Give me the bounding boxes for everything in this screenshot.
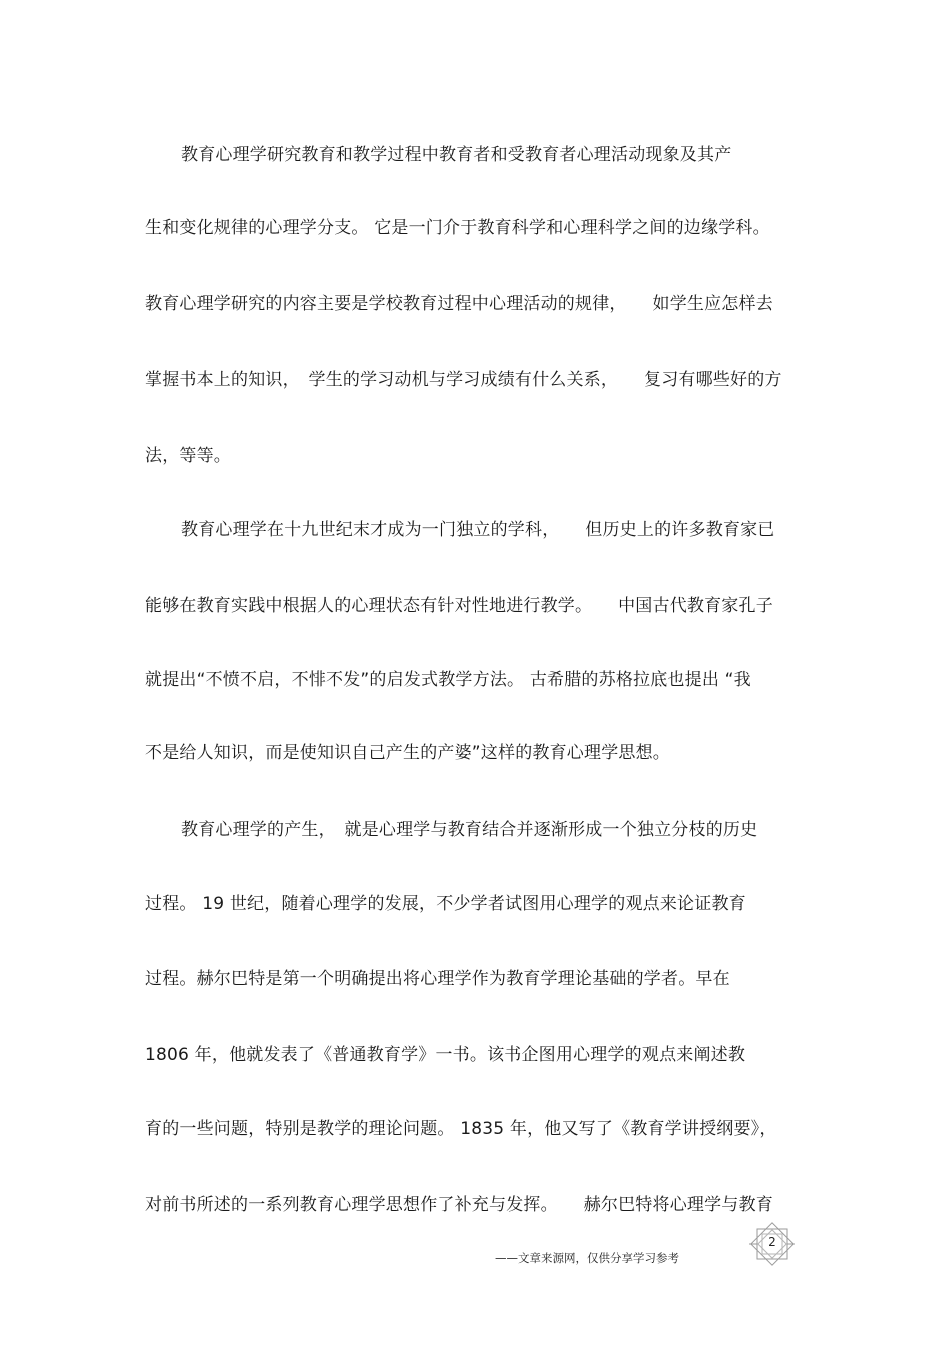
text-line: 不是给人知识，而是使知识自己产生的产婆”这样的教育心理学思想。 [145,743,671,763]
text-line: 教育心理学的产生， 就是心理学与教育结合并逐渐形成一个独立分枝的历史 [181,820,758,840]
page-number-badge [745,1219,799,1269]
text-line: 教育心理学研究教育和教学过程中教育者和受教育者心理活动现象及其产 [181,145,732,165]
text-line: 生和变化规律的心理学分支。 它是一门介于教育科学和心理科学之间的边缘学科。 [145,218,770,238]
text-line: 教育心理学研究的内容主要是学校教育过程中心理活动的规律， 如学生应怎样去 [145,294,773,314]
text-line: 对前书所述的一系列教育心理学思想作了补充与发挥。 赫尔巴特将心理学与教育 [145,1195,773,1215]
text-line: 育的一些问题，特别是教学的理论问题。 1835 年，他又写了《教育学讲授纲要》， [145,1119,777,1139]
text-line: 掌握书本上的知识， 学生的学习动机与学习成绩有什么关系， 复习有哪些好的方 [145,370,782,390]
text-line: 1806 年，他就发表了《普通教育学》一书。该书企图用心理学的观点来阐述教 [145,1045,746,1065]
text-line: 法，等等。 [145,446,231,466]
text-line: 过程。赫尔巴特是第一个明确提出将心理学作为教育学理论基础的学者。早在 [145,969,730,989]
source-note: ——文章来源网，仅供分享学习参考 [495,1251,679,1265]
text-line: 就提出“不愤不启，不悱不发”的启发式教学方法。 古希腊的苏格拉底也提出 “我 [145,670,751,690]
text-line: 教育心理学在十九世纪末才成为一门独立的学科， 但历史上的许多教育家已 [181,520,775,540]
text-line: 过程。 19 世纪，随着心理学的发展，不少学者试图用心理学的观点来论证教育 [145,894,746,914]
text-line: 能够在教育实践中根据人的心理状态有针对性地进行教学。 中国古代教育家孔子 [145,596,773,616]
page-number: 2 [768,1235,776,1249]
